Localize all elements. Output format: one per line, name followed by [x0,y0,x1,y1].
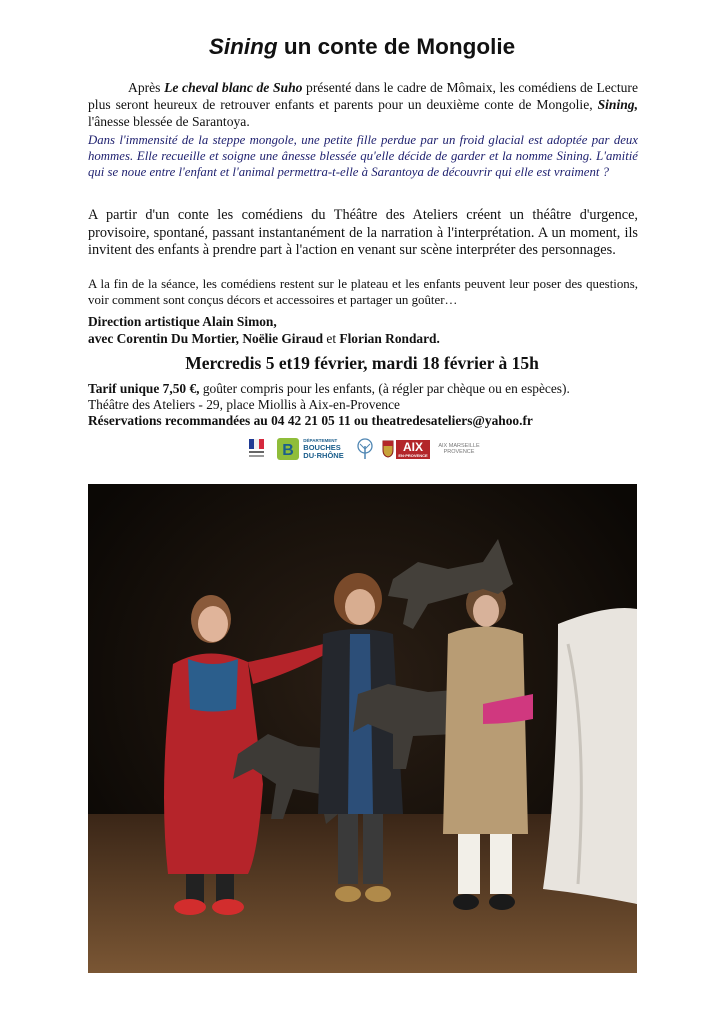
partner-logos [248,434,486,464]
reservation: Réservations recommandées au 04 42 21 05 11 ou theatredesateliers@yahoo.fr [88,413,533,429]
tree-logo [354,436,376,462]
ending-paragraph: A la fin de la séance, les comédiens restent sur le plateau et les enfants peuvent leur poser des questions, voir comment sont conçus décors et accessoires et partager un goûter… [88,277,638,307]
metropole-logo [436,436,482,462]
bouches-label: BOUCHES [303,443,341,453]
credits-direction: Direction artistique Alain Simon, [88,314,277,329]
aix-logo [382,436,430,462]
intro-text-2: présenté dans le cadre de Mômaix, les comédiens de Lecture plus seront heureux de retrouver enfants et parents pour un deuxième conte de Mongolie, [88,80,638,112]
tarif-details: goûter compris pour les enfants, (à régler par chèque ou en espèces). [199,381,570,396]
intro-text-1: Après [128,80,165,95]
credits-actors: avec Corentin Du Mortier, Noëlie Giraud [88,330,324,346]
credits-actor-last: Florian Rondard. [339,330,440,346]
title-italic: Sining [208,34,278,59]
departement-b-icon [276,437,300,461]
performance-photo [88,484,637,973]
intro-paragraph [88,79,638,130]
aix-label: AIX [402,439,423,454]
svg-text:B: B [282,442,295,459]
address: Théâtre des Ateliers - 29, place Miollis à Aix-en-Provence [88,397,400,413]
page-title [0,34,724,60]
intro-text-3: l'ânesse blessée de Sarantoya. [88,114,250,129]
rhone-label: DU·RHÔNE [303,451,344,461]
credits-and: et [323,330,340,346]
intro-bold-title: Le cheval blanc de Suho [164,80,303,95]
performance-dates: Mercredis 5 et19 février, mardi 18 février à 15h [185,353,539,373]
title-rest: un conte de Mongolie [277,34,516,59]
tarif-label: Tarif unique 7,50 €, [88,381,200,396]
intro-bold-sining: Sining, [597,97,638,112]
departement-logo [272,436,348,462]
republic-logo [248,436,266,462]
description-paragraph: A partir d'un conte les comédiens du Théâtre des Ateliers créent un théâtre d'urgence, provisoire, spontané, passant instantanément de la narration à l'interprétation. A un moment, ils invitent des enfants à prendre part à l'action en venant sur scène interpréter des personnages. [88,207,638,259]
stage-illustration [88,484,637,973]
departement-label: DÉPARTEMENT [303,437,338,443]
metropole-label: AIX MARSEILLE PROVENCE [438,442,480,455]
practical-info [88,381,638,430]
credits [88,314,638,347]
aix-shield-icon [382,440,394,458]
synopsis-paragraph: Dans l'immensité de la steppe mongole, une petite fille perdue par un froid glacial est adoptée par deux hommes. Elle recueille et soigne une ânesse blessée qu'elle décide de garder et la nomme Sining. L'amitié qui se noue entre l'enfant et l'animal permettra-t-elle à Sarantoya de découvrir qui elle est vraiment ? [88,133,638,179]
aix-sub-label: EN·PROVENCE [398,452,428,458]
